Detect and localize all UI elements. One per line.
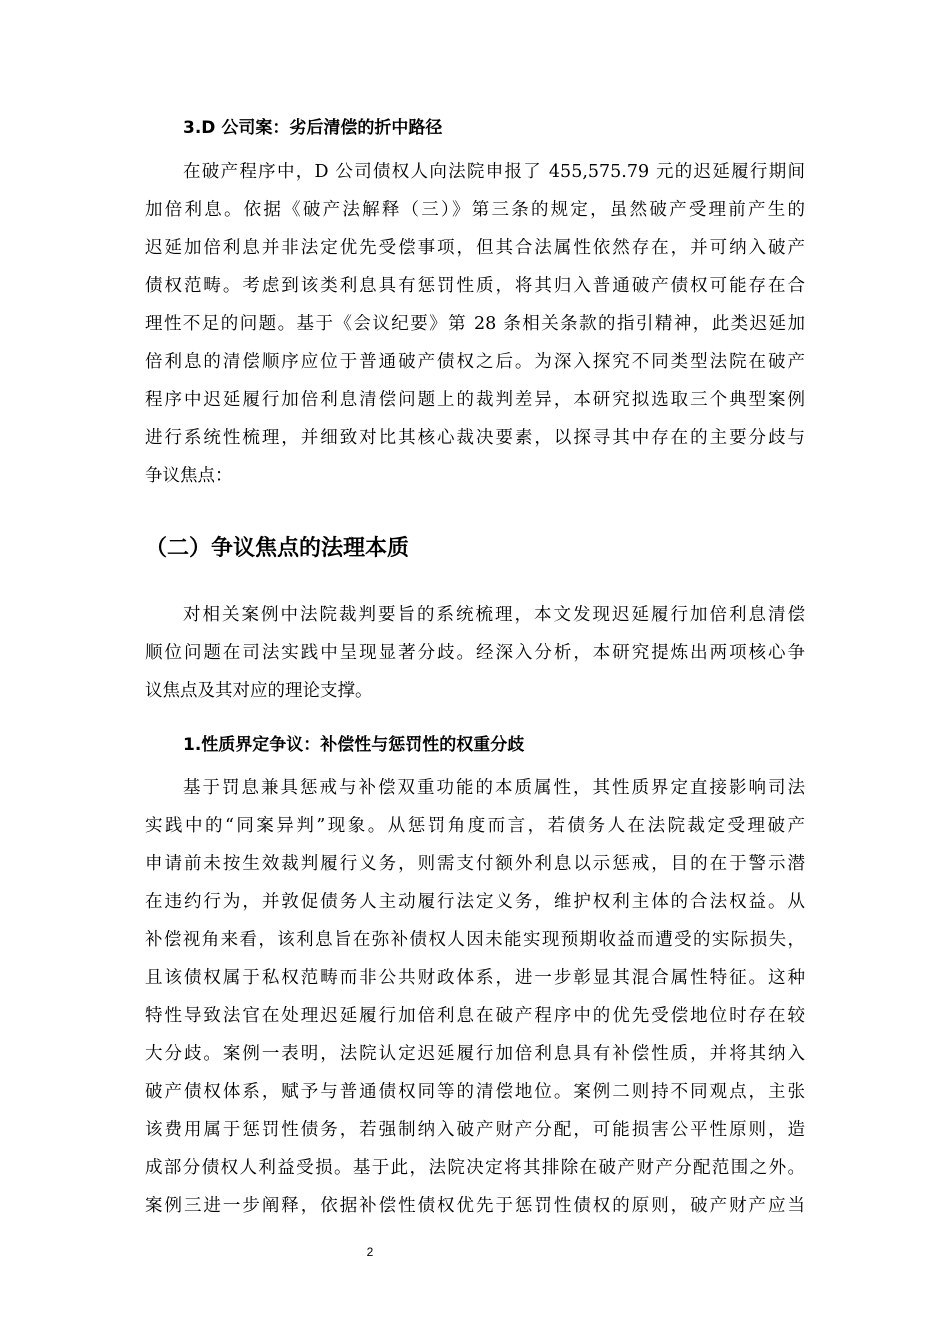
paragraph-line: 基于罚息兼具惩戒与补偿双重功能的本质属性，其性质界定直接影响司法 (183, 778, 805, 798)
paragraph-line: 迟延加倍利息并非法定优先受偿事项，但其合法属性依然存在，并可纳入破产 (145, 238, 805, 258)
paragraph-line: 破产债权体系，赋予与普通债权同等的清偿地位。案例二则持不同观点，主张 (145, 1082, 805, 1102)
paragraph-line: 程序中迟延履行加倍利息清偿问题上的裁判差异，本研究拟选取三个典型案例 (145, 390, 805, 410)
paragraph-line: 加倍利息。依据《破产法解释（三）》第三条的规定，虽然破产受理前产生的 (145, 200, 805, 220)
paragraph-line: 案例三进一步阐释，依据补偿性债权优先于惩罚性债权的原则，破产财产应当 (145, 1196, 805, 1216)
paragraph-line: 大分歧。案例一表明，法院认定迟延履行加倍利息具有补偿性质，并将其纳入 (145, 1044, 805, 1064)
page-number: 2 (366, 1245, 374, 1259)
paragraph-line: 特性导致法官在处理迟延履行加倍利息在破产程序中的优先受偿地位时存在较 (145, 1006, 805, 1026)
case-d-heading: 3.D 公司案：劣后清偿的折中路径 (183, 118, 443, 138)
paragraph-line: 议焦点及其对应的理论支撑。 (145, 681, 373, 701)
paragraph-line: 争议焦点： (145, 466, 233, 486)
paragraph-line: 补偿视角来看，该利息旨在弥补债权人因未能实现预期收益而遭受的实际损失， (145, 930, 805, 950)
paragraph-line: 实践中的“同案异判”现象。从惩罚角度而言，若债务人在法院裁定受理破产 (145, 816, 805, 836)
paragraph-line: 进行系统性梳理，并细致对比其核心裁决要素，以探寻其中存在的主要分歧与 (145, 428, 805, 448)
paragraph-line: 债权范畴。考虑到该类利息具有惩罚性质，将其归入普通破产债权可能存在合 (145, 276, 805, 296)
paragraph-line: 倍利息的清偿顺序应位于普通破产债权之后。为深入探究不同类型法院在破产 (145, 352, 805, 372)
paragraph-line: 该费用属于惩罚性债务，若强制纳入破产财产分配，可能损害公平性原则，造 (145, 1120, 805, 1140)
section-heading: （二）争议焦点的法理本质 (145, 536, 410, 561)
paragraph-line: 顺位问题在司法实践中呈现显著分歧。经深入分析，本研究提炼出两项核心争 (145, 643, 805, 663)
paragraph-line: 理性不足的问题。基于《会议纪要》第 28 条相关条款的指引精神，此类迟延加 (145, 314, 805, 334)
paragraph-line: 且该债权属于私权范畴而非公共财政体系，进一步彰显其混合属性特征。这种 (145, 968, 805, 988)
paragraph-line: 申请前未按生效裁判履行义务，则需支付额外利息以示惩戒，目的在于警示潜 (145, 854, 805, 874)
paragraph-line: 对相关案例中法院裁判要旨的系统梳理，本文发现迟延履行加倍利息清偿 (183, 605, 805, 625)
paragraph-line: 在违约行为，并敦促债务人主动履行法定义务，维护权利主体的合法权益。从 (145, 892, 805, 912)
paragraph-line: 在破产程序中，D 公司债权人向法院申报了 455,575.79 元的迟延履行期间 (183, 162, 805, 182)
paragraph-line: 成部分债权人利益受损。基于此，法院决定将其排除在破产财产分配范围之外。 (145, 1158, 805, 1178)
dispute-one-heading: 1.性质界定争议：补偿性与惩罚性的权重分歧 (183, 735, 525, 755)
